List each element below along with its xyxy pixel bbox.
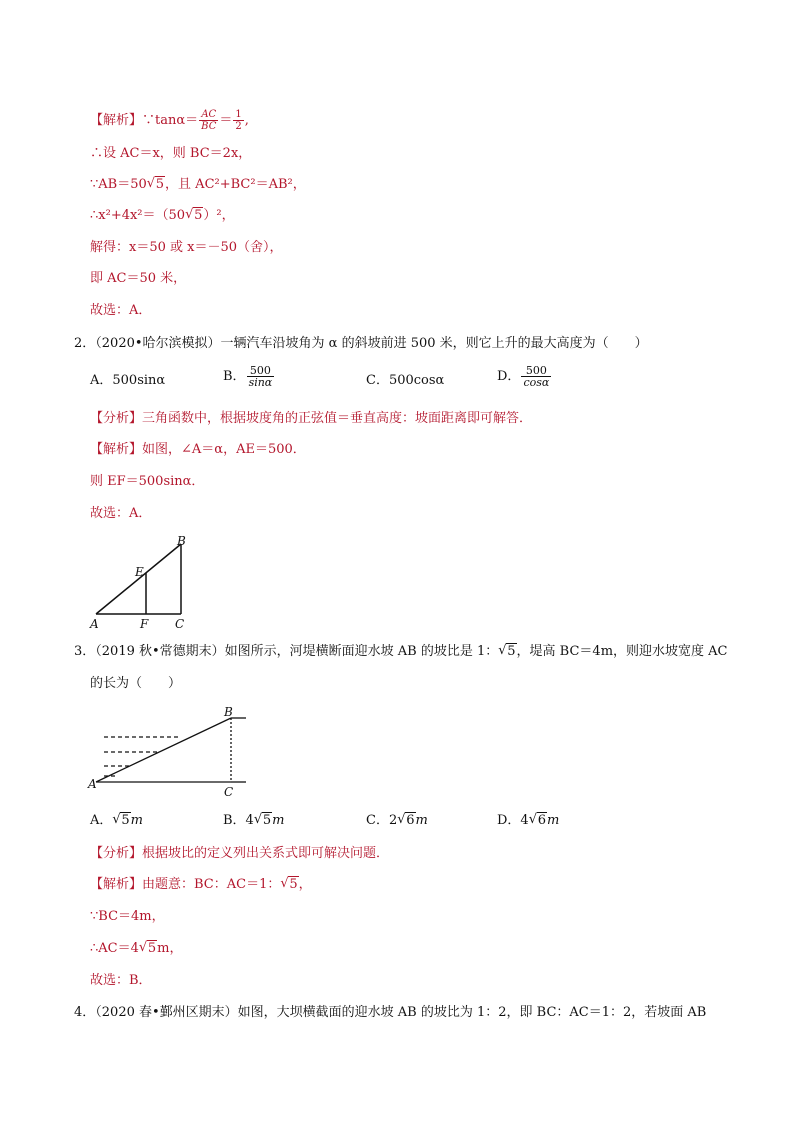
edge-ab — [96, 718, 231, 782]
sqrt: √ 6 — [397, 812, 415, 830]
sqrt: √ 5 — [185, 207, 203, 225]
prev-solution-line-2: ∴设 AC＝x，则 BC＝2x， — [90, 146, 252, 161]
q2-answer: 故选：A． — [90, 506, 152, 521]
prev-solution-line-5: 解得：x＝50 或 x＝－50（舍）， — [90, 240, 283, 255]
fraction-one-half: $\frac{1}{2}$ — [235, 109, 242, 132]
q2-stem: 2．（2020•哈尔滨模拟）一辆汽车沿坡角为 α 的斜坡前进 500 米，则它上升的最大高度为（ ） — [74, 336, 648, 351]
prev-solution-line-1: 【解析】∵tanα＝ $\frac{AC}{BC}$ ＝ $\frac{1}{2}$ , — [90, 109, 249, 132]
q3-solution: 【解析】由题意：BC：AC＝1：√ 5， — [90, 876, 312, 894]
prev-solution-line-3: ∵AB＝50√ 5，且 AC²+BC²＝AB²， — [90, 176, 306, 194]
q3-stem-line-2: 的长为（ ） — [90, 676, 182, 691]
q3-figure-embankment — [86, 702, 256, 798]
label-c: C — [224, 785, 234, 798]
sqrt: √ 5 — [147, 176, 165, 194]
q3-solution-line-2: ∵BC＝4m， — [90, 909, 165, 924]
q3-option-c: C．2√ 6m — [366, 812, 428, 830]
sqrt: √ 5 — [254, 812, 272, 830]
analysis-tag: 【分析】 — [90, 411, 143, 426]
label-c: C — [175, 617, 185, 631]
q2-option-a: A．500sinα — [90, 373, 166, 388]
label-b: B — [224, 705, 233, 719]
sqrt: √ 6 — [529, 812, 547, 830]
fraction: $\frac{500}{\cos\alpha}$ — [523, 364, 550, 389]
label-f: F — [140, 617, 149, 631]
analysis-tag: 【分析】 — [90, 846, 143, 861]
q3-option-b: B．4√ 5m — [223, 812, 284, 830]
q2-option-b: B． $\frac{500}{\sin\alpha}$ — [223, 364, 273, 389]
q2-analysis: 【分析】三角函数中，根据坡度角的正弦值＝垂直高度：坡面距离即可解答． — [90, 411, 533, 426]
q3-solution-line-3: ∴AC＝4√ 5m， — [90, 940, 183, 958]
q4-stem: 4．（2020 春•鄞州区期末）如图，大坝横截面的迎水坡 AB 的坡比为 1：2，即 BC：AC＝1：2，若坡面 AB — [74, 1005, 707, 1020]
q3-answer: 故选：B． — [90, 973, 152, 988]
q2-figure-triangle — [86, 532, 196, 632]
sqrt: √ 5 — [498, 643, 516, 661]
q3-option-d: D．4√ 6m — [497, 812, 559, 830]
label-b: B — [177, 534, 186, 548]
q3-option-a: A．√ 5m — [90, 812, 143, 830]
q3-analysis: 【分析】根据坡比的定义列出关系式即可解决问题． — [90, 846, 390, 861]
fraction: $\frac{500}{\sin\alpha}$ — [248, 364, 273, 389]
prev-answer: 故选：A． — [90, 303, 152, 318]
fraction-ac-bc: $\frac{AC}{BC}$ — [201, 109, 217, 132]
label-a: A — [90, 617, 99, 631]
q3-stem: 3．（2019 秋•常德期末）如图所示，河堤横断面迎水坡 AB 的坡比是 1：√ 5，堤高 BC＝4m，则迎水坡宽度 AC — [74, 643, 728, 661]
label-e: E — [135, 565, 144, 579]
prev-solution-line-6: 即 AC＝50 米， — [90, 271, 187, 286]
q2-option-c: C．500cosα — [366, 373, 445, 388]
q2-solution-line-2: 则 EF＝500sinα． — [90, 474, 205, 489]
sqrt: √ 5 — [112, 812, 130, 830]
solution-tag: 【解析】 — [90, 113, 143, 128]
edge-ab — [96, 544, 181, 614]
q2-option-d: D． $\frac{500}{\cos\alpha}$ — [497, 364, 550, 389]
label-a: A — [88, 777, 97, 791]
prev-solution-line-4: ∴x²+4x²＝（50√ 5）²， — [90, 207, 235, 225]
q2-solution: 【解析】如图，∠A＝α，AE＝500． — [90, 442, 306, 457]
sqrt: √ 5 — [139, 940, 157, 958]
sqrt: √ 5 — [280, 876, 298, 894]
solution-tag: 【解析】 — [90, 877, 143, 892]
solution-tag: 【解析】 — [90, 442, 143, 457]
